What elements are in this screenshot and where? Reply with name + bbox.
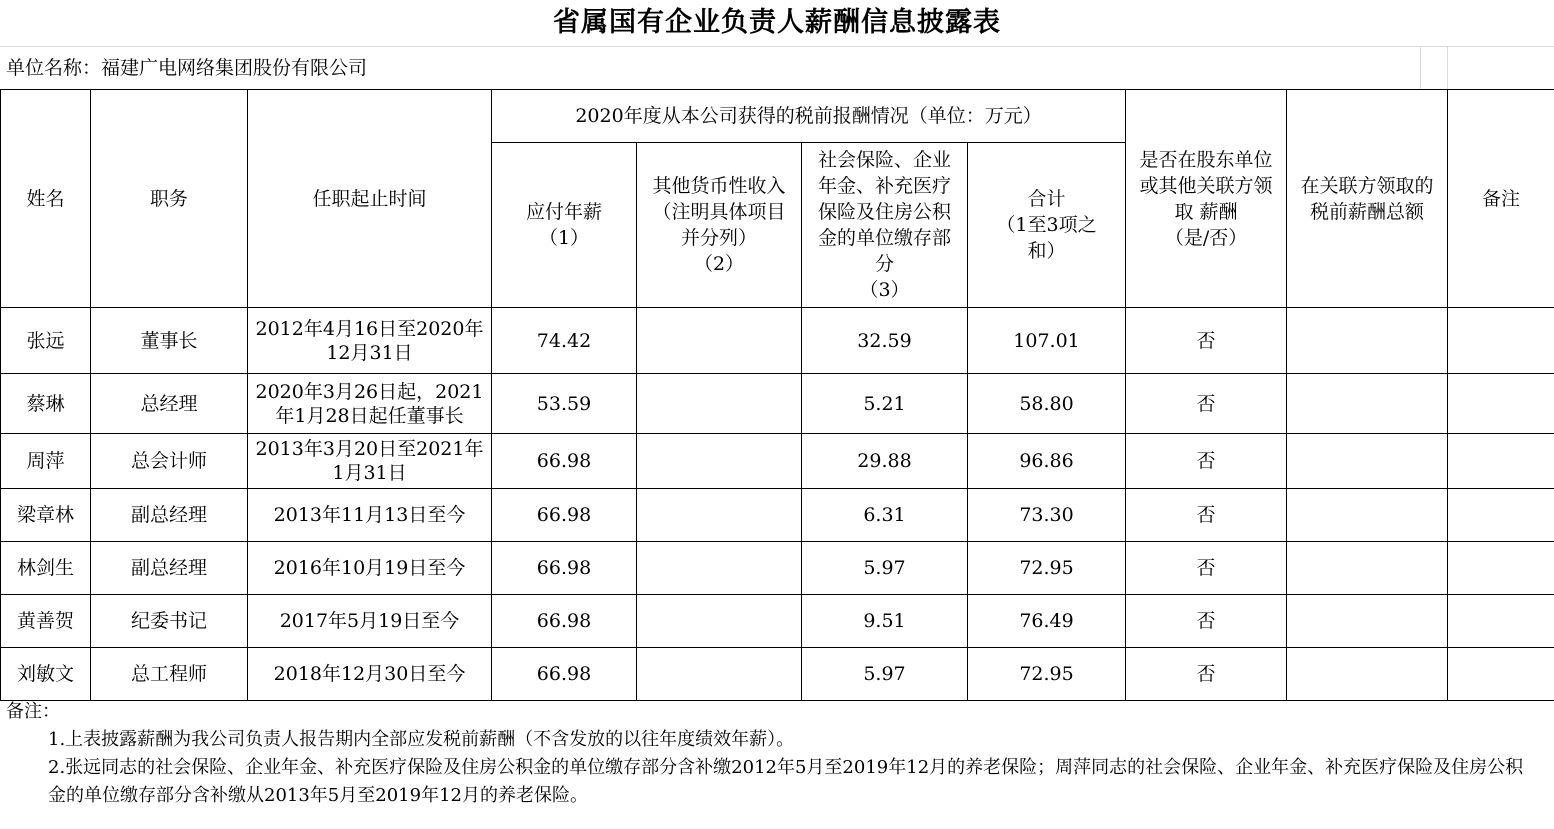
row-shareholder: 否 (1126, 434, 1287, 489)
row-remark (1448, 542, 1554, 595)
row-other-income (637, 648, 802, 701)
row-salary: 66.98 (492, 434, 637, 489)
header-other-income: 其他货币性收入 （注明具体项目 并分列） （2） (637, 143, 802, 308)
row-other-income (637, 374, 802, 434)
row-social-insurance: 5.97 (802, 542, 968, 595)
row-shareholder: 否 (1126, 308, 1287, 374)
row-salary: 66.98 (492, 595, 637, 648)
header-compensation-group: 2020年度从本公司获得的税前报酬情况（单位：万元） (492, 90, 1126, 143)
row-tenure: 2020年3月26日起，2021 年1月28日起任董事长 (248, 374, 492, 434)
row-position: 董事长 (91, 308, 248, 374)
row-position: 总会计师 (91, 434, 248, 489)
header-tenure: 任职起止时间 (248, 90, 492, 308)
row-related-total (1287, 308, 1448, 374)
row-salary: 66.98 (492, 648, 637, 701)
row-total: 72.95 (968, 542, 1126, 595)
row-salary: 74.42 (492, 308, 637, 374)
row-shareholder: 否 (1126, 374, 1287, 434)
row-total: 72.95 (968, 648, 1126, 701)
header-shareholder: 是否在股东单位 或其他关联方领 取 薪酬 （是/否） (1126, 90, 1287, 308)
row-total: 96.86 (968, 434, 1126, 489)
row-position: 副总经理 (91, 542, 248, 595)
header-row-1 (1, 90, 1554, 143)
gridline (1447, 46, 1448, 90)
table-row (1, 489, 1554, 542)
row-remark (1448, 374, 1554, 434)
header-position: 职务 (91, 90, 248, 308)
row-social-insurance: 32.59 (802, 308, 968, 374)
row-salary: 66.98 (492, 542, 637, 595)
table-row (1, 308, 1554, 374)
row-related-total (1287, 434, 1448, 489)
row-shareholder: 否 (1126, 648, 1287, 701)
header-related-total: 在关联方领取的 税前薪酬总额 (1287, 90, 1448, 308)
header-salary: 应付年薪 （1） (492, 143, 637, 308)
header-name: 姓名 (1, 90, 91, 308)
row-name: 蔡琳 (1, 374, 91, 434)
salary-table (0, 89, 1554, 701)
gridline (1420, 46, 1421, 90)
row-position: 总经理 (91, 374, 248, 434)
row-remark (1448, 434, 1554, 489)
row-social-insurance: 5.21 (802, 374, 968, 434)
row-tenure: 2018年12月30日至今 (248, 648, 492, 701)
row-name: 林剑生 (1, 542, 91, 595)
row-tenure: 2013年11月13日至今 (248, 489, 492, 542)
row-other-income (637, 434, 802, 489)
row-related-total (1287, 489, 1448, 542)
row-related-total (1287, 542, 1448, 595)
row-remark (1448, 308, 1554, 374)
header-total: 合计 （1至3项之 和） (968, 143, 1126, 308)
header-remark: 备注 (1448, 90, 1554, 308)
row-total: 76.49 (968, 595, 1126, 648)
notes-heading: 备注： (6, 701, 60, 722)
row-position: 纪委书记 (91, 595, 248, 648)
row-remark (1448, 648, 1554, 701)
row-tenure: 2013年3月20日至2021年 1月31日 (248, 434, 492, 489)
table-row (1, 542, 1554, 595)
note-2: 2.张远同志的社会保险、企业年金、补充医疗保险及住房公积金的单位缴存部分含补缴2012年5月至2019年12月的养老保险；周萍同志的社会保险、企业年金、补充医疗保险及住房公积金的单位缴存部分含补缴从2013年5月至2019年12月的养老保险。 (48, 757, 1524, 806)
page-title: 省属国有企业负责人薪酬信息披露表 (553, 7, 1001, 38)
row-social-insurance: 5.97 (802, 648, 968, 701)
row-total: 58.80 (968, 374, 1126, 434)
row-remark (1448, 489, 1554, 542)
table-row (1, 648, 1554, 701)
table-row (1, 595, 1554, 648)
row-social-insurance: 9.51 (802, 595, 968, 648)
row-tenure: 2016年10月19日至今 (248, 542, 492, 595)
row-shareholder: 否 (1126, 489, 1287, 542)
company-name-label: 单位名称：福建广电网络集团股份有限公司 (6, 57, 368, 79)
row-total: 107.01 (968, 308, 1126, 374)
row-salary: 53.59 (492, 374, 637, 434)
row-name: 张远 (1, 308, 91, 374)
row-related-total (1287, 374, 1448, 434)
row-other-income (637, 489, 802, 542)
row-name: 黄善贺 (1, 595, 91, 648)
unit-row (0, 46, 1554, 90)
row-name: 刘敏文 (1, 648, 91, 701)
header-social-insurance: 社会保险、企业 年金、补充医疗 保险及住房公积 金的单位缴存部 分 （3） (802, 143, 968, 308)
notes (0, 698, 1554, 810)
row-social-insurance: 6.31 (802, 489, 968, 542)
row-other-income (637, 595, 802, 648)
row-shareholder: 否 (1126, 542, 1287, 595)
row-position: 总工程师 (91, 648, 248, 701)
row-total: 73.30 (968, 489, 1126, 542)
row-name: 梁章林 (1, 489, 91, 542)
row-tenure: 2017年5月19日至今 (248, 595, 492, 648)
row-salary: 66.98 (492, 489, 637, 542)
row-other-income (637, 308, 802, 374)
note-1: 1.上表披露薪酬为我公司负责人报告期内全部应发税前薪酬（不含发放的以往年度绩效年薪）。 (48, 729, 795, 750)
row-social-insurance: 29.88 (802, 434, 968, 489)
table-row (1, 434, 1554, 489)
title-row (0, 0, 1554, 47)
row-tenure: 2012年4月16日至2020年 12月31日 (248, 308, 492, 374)
row-other-income (637, 542, 802, 595)
row-related-total (1287, 648, 1448, 701)
table-row (1, 374, 1554, 434)
row-name: 周萍 (1, 434, 91, 489)
row-position: 副总经理 (91, 489, 248, 542)
row-shareholder: 否 (1126, 595, 1287, 648)
row-related-total (1287, 595, 1448, 648)
row-remark (1448, 595, 1554, 648)
